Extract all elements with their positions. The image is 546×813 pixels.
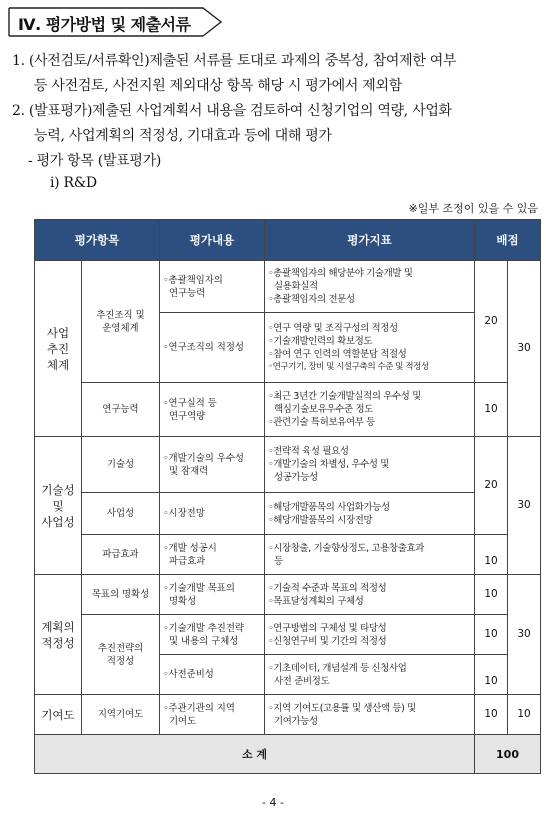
criteria-goal: ◦기술적 수준과 목표의 적정성 ◦목표달성계획의 구체성 — [265, 575, 475, 615]
content-market: ◦시장전망 — [160, 493, 265, 535]
score-strategy: 10 — [475, 615, 508, 655]
category-contrib: 기여도 — [35, 695, 82, 735]
page-number: - 4 - — [262, 796, 284, 809]
score-prep: 10 — [475, 655, 508, 695]
criteria-leader: ◦총괄책임자의 해당분야 기술개발 및 실용화실적 ◦총괄책임자의 전문성 — [265, 261, 475, 313]
criteria-strategy: ◦연구방법의 구체성 및 타당성 ◦신청연구비 및 기간의 적정성 — [265, 615, 475, 655]
paragraph-2-line-2: 능력, 사업계획의 적정성, 기대효과 등에 대해 평가 — [34, 128, 332, 144]
table-row — [35, 615, 541, 655]
criteria-success: ◦시장창출, 기술향상정도, 고용창출효과 등 — [265, 535, 475, 575]
category-plan: 계획의 적정성 — [35, 575, 82, 695]
table-header-row — [35, 220, 541, 261]
paragraph-2-line-1: 2. (발표평가)제출된 사업계획서 내용을 검토하여 신청기업의 역량, 사업화 — [12, 103, 452, 119]
table-row — [35, 535, 541, 575]
criteria-org: ◦연구 역량 및 조직구성의 적정성 ◦기술개발인력의 확보정도 ◦참여 연구 인력의 역할분담 적절성 ◦연구기기, 장비 및 시설구축의 수준 및 적정성 — [265, 313, 475, 383]
subitem-goal: 목표의 명확성 — [82, 575, 160, 615]
score-perf: 10 — [475, 383, 508, 437]
content-org: ◦연구조직의 적정성 — [160, 313, 265, 383]
content-potential: ◦개발기술의 우수성 및 잠재력 — [160, 437, 265, 493]
table-row — [35, 575, 541, 615]
content-leader: ◦총괄책임자의 연구능력 — [160, 261, 265, 313]
criteria-potential: ◦전략적 육성 필요성 ◦개발기술의 차별성, 우수성 및 성공가능성 — [265, 437, 475, 493]
table-row — [35, 261, 541, 313]
evaluation-table — [34, 219, 541, 774]
criteria-prep: ◦기초데이터, 개념설계 등 신청사업 사전 준비정도 — [265, 655, 475, 695]
content-strategy: ◦기술개발 추진전략 및 내용의 구체성 — [160, 615, 265, 655]
subtotal-value: 100 — [475, 735, 541, 774]
header-criteria: 평가지표 — [265, 220, 475, 261]
content-prep: ◦사전준비성 — [160, 655, 265, 695]
paragraph-1-line-1: 1. (사전검토/서류확인)제출된 서류를 토대로 과제의 중복성, 참여제한 여부 — [12, 53, 457, 69]
criteria-market: ◦해당개발품목의 사업화가능성 ◦해당개발품목의 시장전망 — [265, 493, 475, 535]
rd-heading: ⅰ) R&D — [50, 175, 97, 191]
content-goal: ◦기술개발 목표의 명확성 — [160, 575, 265, 615]
table-row — [35, 493, 541, 535]
header-content: 평가내용 — [160, 220, 265, 261]
table-row — [35, 383, 541, 437]
score-goal: 10 — [475, 575, 508, 615]
header-items: 평가항목 — [35, 220, 160, 261]
table-footer-row — [35, 735, 541, 774]
content-success: ◦개발 성공시 파급효과 — [160, 535, 265, 575]
paragraph-1-line-2: 등 사전검토, 사전지원 제외대상 항목 해당 시 평가에서 제외함 — [34, 78, 402, 94]
score-business-total: 30 — [508, 261, 541, 437]
eval-items-heading: - 평가 항목 (발표평가) — [28, 153, 161, 169]
subitem-tech: 기술성 — [82, 437, 160, 493]
subitem-ripple: 파급효과 — [82, 535, 160, 575]
header-score: 배점 — [475, 220, 541, 261]
subitem-perf: 연구능력 — [82, 383, 160, 437]
score-tech-total: 30 — [508, 437, 541, 575]
subitem-org: 추진조직 및 운영체계 — [82, 261, 160, 383]
subtotal-label: 소 계 — [35, 735, 475, 774]
category-business: 사업 추진 체계 — [35, 261, 82, 437]
score-tech: 20 — [475, 437, 508, 535]
score-org: 20 — [475, 261, 508, 383]
subitem-strategy: 추진전략의 적정성 — [82, 615, 160, 695]
section-header — [8, 7, 223, 37]
score-regional-total: 10 — [508, 695, 541, 735]
subitem-biz: 사업성 — [82, 493, 160, 535]
content-perf: ◦연구실적 등 연구역량 — [160, 383, 265, 437]
table-row — [35, 695, 541, 735]
score-regional: 10 — [475, 695, 508, 735]
adjustment-note: ※일부 조정이 있을 수 있음 — [408, 202, 538, 215]
criteria-regional: ◦지역 기여도(고용률 및 생산액 등) 및 기여가능성 — [265, 695, 475, 735]
category-tech: 기술성 및 사업성 — [35, 437, 82, 575]
score-plan-total: 30 — [508, 575, 541, 695]
section-title: Ⅳ. 평가방법 및 제출서류 — [18, 15, 191, 34]
table-row — [35, 437, 541, 493]
content-regional: ◦주관기관의 지역 기여도 — [160, 695, 265, 735]
score-ripple: 10 — [475, 535, 508, 575]
subitem-regional: 지역기여도 — [82, 695, 160, 735]
criteria-perf: ◦최근 3년간 기술개발실적의 우수성 및 핵심기술보유우수준 정도 ◦관련기술 특허보유여부 등 — [265, 383, 475, 437]
